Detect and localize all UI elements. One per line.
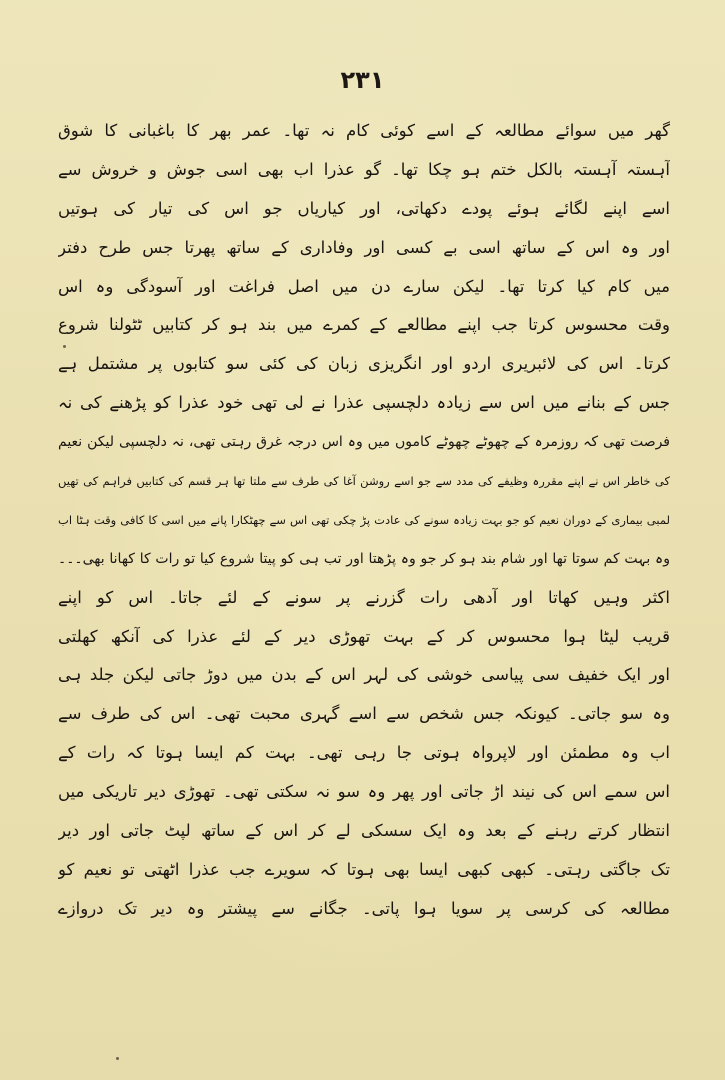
- text-line: جس کے بنانے میں اس سے زیادہ دلچسپی عذرا نے لی تھی خود عذرا کو پڑھنے کی نہ: [58, 393, 670, 413]
- text-line: قریب لیٹا ہوا محسوس کر کے بہت تھوڑی دیر کے لئے عذرا کی آنکھ کھلتی: [58, 626, 670, 646]
- text-line: اسے اپنے لگائے ہوئے پودے دکھاتی، اور کیاریاں جو اس کی تیار کی ہوتیں: [58, 198, 670, 218]
- text-line: وقت محسوس کرتا جب اپنے مطالعے کے کمرے میں بند ہو کر کتابیں ٹٹولنا شروع: [58, 315, 670, 335]
- text-line: اس سمے اس کی نیند اڑ جاتی اور پھر وہ سو نہ سکتی تھی۔ تھوڑی دیر تاریکی میں: [58, 782, 670, 802]
- ink-speck: [63, 345, 66, 348]
- text-line: وہ سو جاتی۔ کیونکہ جس شخص سے اسے گہری محبت تھی۔ اس کی طرف سے: [58, 704, 670, 724]
- ink-speck: [116, 1057, 119, 1060]
- text-line: اور وہ اس کے ساتھ اسی بے کسی اور وفاداری کے ساتھ پھرتا جس طرح دفتر: [58, 237, 670, 257]
- text-line: وہ بہت کم سوتا تھا اور شام بند ہو کر جو وہ پڑھتا اور تب ہی کو پیتا شروع کیا تو رات کا کھانا بھی۔۔۔: [58, 550, 670, 567]
- text-line: گھر میں سوائے مطالعہ کے اسے کوئی کام نہ تھا۔ عمر بھر کا باغبانی کا شوق: [58, 121, 670, 140]
- text-line: تک جاگتی رہتی۔ کبھی کبھی ایسا بھی ہوتا کہ سویرے جب عذرا اٹھتی تو نعیم کو: [58, 859, 670, 879]
- text-line: اور ایک خفیف سی پیاسی خوشی کی لہر اس کے بدن میں دوڑ جاتی لیکن جلد ہی: [58, 665, 670, 685]
- text-line: کی خاطر اس نے اپنے مقررہ وظیفے کی مدد سے جو اسے روشن آغا کی طرف سے ملتا تھا ہر قسم کی کتابیں فراہم کی تھیں: [58, 474, 670, 489]
- text-line: انتظار کرتے رہنے کے بعد وہ ایک سسکی لے کر اس کے ساتھ لپٹ جاتی اور دیر: [58, 821, 670, 841]
- urdu-text-block: [58, 112, 670, 929]
- text-line: آہستہ آہستہ بالکل ختم ہو چکا تھا۔ گو عذرا اب بھی اسی جوش و خروش سے: [58, 159, 670, 179]
- text-line: میں کام کیا کرتا تھا۔ لیکن سارے دن میں اصل فراغت اور آسودگی وہ اس: [58, 276, 670, 296]
- text-line: اکثر وہیں کھاتا اور آدھی رات گزرنے پر سونے کے لئے جاتا۔ اس کو اپنے: [58, 587, 670, 607]
- text-line: لمبی بیماری کے دوران نعیم کو جو بہت زیادہ سونے کی عادت پڑ چکی تھی اس سے چھٹکارا پانے میں اسی کا کافی وقت ہٹا اب: [58, 512, 670, 527]
- text-line: فرصت تھی کہ روزمرہ کے چھوٹے چھوٹے کاموں میں وہ اس درجہ غرق رہتی تھی، نہ دلچسپی لیکن نعیم: [58, 434, 670, 451]
- text-line: مطالعہ کی کرسی پر سویا ہوا پاتی۔ جگانے سے پیشتر وہ دیر تک دروازے: [58, 898, 670, 918]
- text-line: کرتا۔ اس کی لائبریری اردو اور انگریزی زبان کی کئی سو کتابوں پر مشتمل ہے: [58, 354, 670, 374]
- text-line: اب وہ مطمئن اور لاپرواہ ہوتی جا رہی تھی۔ بہت کم ایسا ہوتا کہ رات کے: [58, 743, 670, 763]
- page-number: ۲۳۱: [340, 66, 385, 94]
